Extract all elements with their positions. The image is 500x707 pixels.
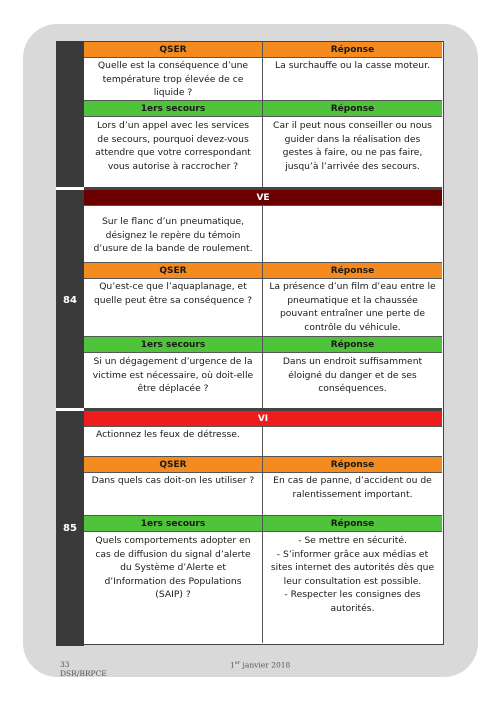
ve-question: Sur le flanc d’un pneumatique, désignez le repère du témoin d’usure de la bande de roulement. — [84, 205, 263, 262]
reponse-header: Réponse — [263, 337, 442, 352]
question-number-84: 84 — [63, 295, 77, 306]
qser-answer: La surchauffe ou la casse moteur. — [275, 60, 430, 71]
reponse-header: Réponse — [263, 516, 442, 531]
page-number: 33 — [60, 660, 70, 669]
question-number-85: 85 — [63, 523, 77, 534]
reponse-header: Réponse — [263, 263, 442, 278]
vi-question-row — [84, 426, 442, 456]
vi-band-row — [84, 411, 442, 426]
qser-answer: En cas de panne, d’accident ou de ralentissement important. — [273, 475, 432, 500]
first-aid-row — [84, 353, 442, 408]
first-aid-row — [84, 117, 442, 187]
qser-header: QSER — [84, 42, 263, 57]
answer-line-1: - Se mettre en sécurité. — [298, 535, 407, 546]
first-aid-header: 1ers secours — [84, 101, 263, 116]
vi-question: Actionnez les feux de détresse. — [84, 426, 263, 456]
qser-header-row — [84, 42, 442, 57]
number-column-84 — [56, 187, 84, 411]
qser-header-row — [84, 263, 442, 278]
qser-question: Qu’est-ce que l’aquaplanage, et quelle peut être sa conséquence ? — [84, 278, 263, 336]
first-aid-question: Lors d’un appel avec les services de secours, pourquoi devez-vous attendre que votre correspondant vous autorise à raccrocher ? — [84, 117, 263, 187]
first-aid-header-row — [84, 337, 442, 352]
ve-answer-empty — [263, 205, 442, 262]
first-aid-header: 1ers secours — [84, 337, 263, 352]
qser-row — [84, 472, 442, 515]
qser-answer: La présence d’un film d’eau entre le pneumatique et la chaussée pouvant entraîner une perte de contrôle du véhicule. — [269, 281, 436, 333]
reponse-header: Réponse — [263, 457, 442, 472]
department-label: DSR/BRPCE — [60, 669, 107, 678]
answer-line-2: - S’informer grâce aux médias et sites internet des autorités dès que leur consultation est possible. — [270, 548, 435, 587]
answer-line-3: - Respecter les consignes des autorités. — [284, 589, 421, 614]
first-aid-question: Quels comportements adopter en cas de diffusion du signal d’alerte du Système d’Alerte et d’Information des Populations (SAIP) ? — [84, 532, 263, 643]
ve-question-row — [84, 205, 442, 262]
first-aid-answer: Car il peut nous conseiller ou nous guider dans la réalisation des gestes à faire, ou ne pas faire, jusqu’à l’arrivée des secours. — [273, 120, 432, 172]
ve-band: VE — [84, 190, 442, 205]
first-aid-answer — [263, 532, 442, 643]
number-column-85 — [56, 408, 84, 646]
qser-header: QSER — [84, 457, 263, 472]
footer-date: 1er janvier 2018 — [230, 660, 291, 670]
first-aid-row — [84, 532, 442, 643]
qser-question: Quelle est la conséquence d’une température trop élevée de ce liquide ? — [84, 57, 263, 100]
first-aid-header-row — [84, 101, 442, 116]
vi-band: VI — [84, 411, 442, 426]
number-column-top — [56, 41, 84, 187]
reponse-header: Réponse — [263, 101, 442, 116]
vi-answer-empty — [263, 426, 442, 456]
first-aid-question: Si un dégagement d’urgence de la victime est nécessaire, où doit-elle être déplacée ? — [84, 353, 263, 408]
first-aid-header: 1ers secours — [84, 516, 263, 531]
reponse-header: Réponse — [263, 42, 442, 57]
ve-band-row — [84, 190, 442, 205]
qser-question: Dans quels cas doit-on les utiliser ? — [84, 472, 263, 515]
first-aid-header-row — [84, 516, 442, 531]
first-aid-answer: Dans un endroit suffisamment éloigné du danger et de ses conséquences. — [282, 356, 423, 395]
qser-row — [84, 278, 442, 336]
qser-row — [84, 57, 442, 100]
qser-header-row — [84, 457, 442, 472]
qser-header: QSER — [84, 263, 263, 278]
